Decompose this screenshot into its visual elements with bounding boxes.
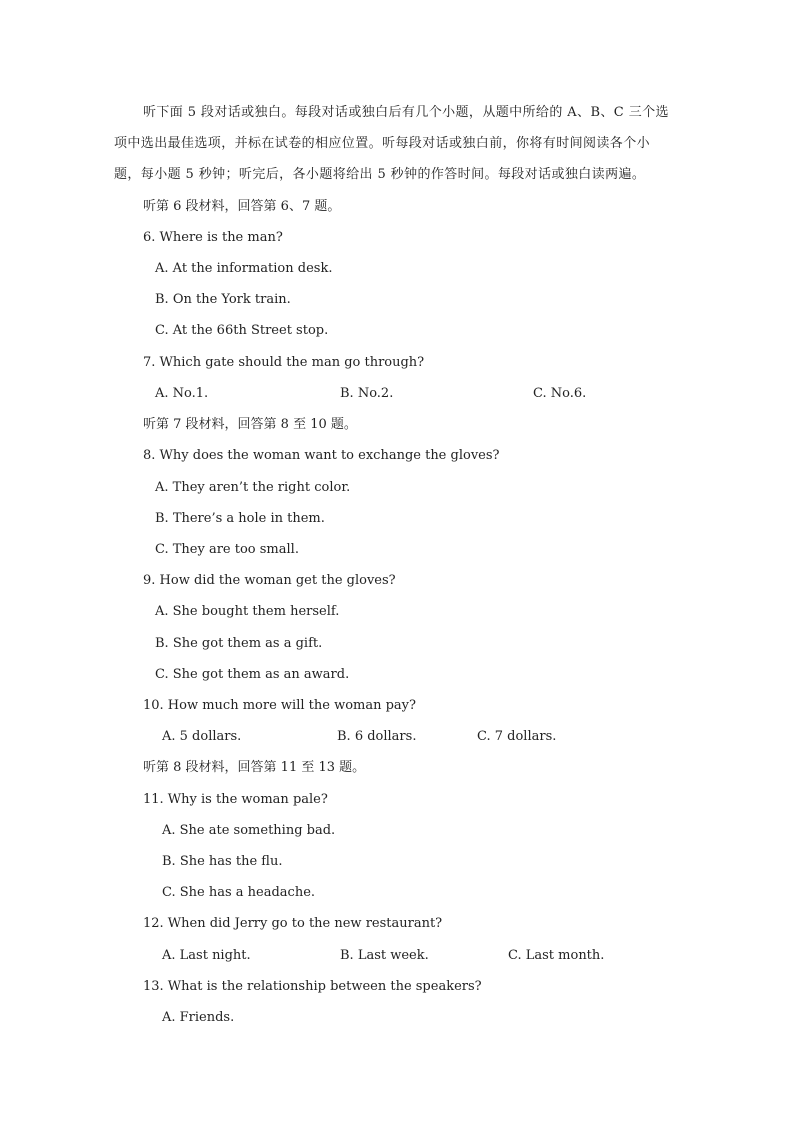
option-c: C. Last month. <box>508 948 605 963</box>
option-b: B. 6 dollars. <box>337 729 417 744</box>
option-a: A. No.1. <box>155 386 209 401</box>
option-b: B. There’s a hole in them. <box>155 511 325 526</box>
question-stem: 8. Why does the woman want to exchange the gloves? <box>143 448 500 463</box>
option-a: A. She bought them herself. <box>155 604 340 619</box>
question-stem: 12. When did Jerry go to the new restaurant? <box>143 916 443 931</box>
option-b: B. She has the flu. <box>162 854 283 869</box>
option-c: C. She got them as an award. <box>155 667 350 682</box>
intro-line-2: 项中选出最佳选项，并标在试卷的相应位置。听每段对话或独白前，你将有时间阅读各个小 <box>114 136 651 151</box>
question-stem: 7. Which gate should the man go through? <box>143 355 425 370</box>
intro-line-3: 题，每小题 5 秒钟；听完后，各小题将给出 5 秒钟的作答时间。每段对话或独白读两遍。 <box>114 167 646 182</box>
option-a: A. 5 dollars. <box>162 729 242 744</box>
section-heading: 听第 8 段材料，回答第 11 至 13 题。 <box>143 760 366 775</box>
option-c: C. They are too small. <box>155 542 299 557</box>
option-c: C. 7 dollars. <box>477 729 557 744</box>
question-stem: 10. How much more will the woman pay? <box>143 698 416 713</box>
option-b: B. No.2. <box>340 386 394 401</box>
question-stem: 6. Where is the man? <box>143 230 283 245</box>
option-c: C. No.6. <box>533 386 587 401</box>
option-b: B. Last week. <box>340 948 429 963</box>
option-a: A. Friends. <box>162 1010 235 1025</box>
option-a: A. She ate something bad. <box>162 823 336 838</box>
option-a: A. Last night. <box>162 948 251 963</box>
option-c: C. At the 66th Street stop. <box>155 323 329 338</box>
section-heading: 听第 7 段材料，回答第 8 至 10 题。 <box>143 417 357 432</box>
question-stem: 9. How did the woman get the gloves? <box>143 573 396 588</box>
option-a: A. At the information desk. <box>155 261 333 276</box>
section-heading: 听第 6 段材料，回答第 6、7 题。 <box>143 199 341 214</box>
option-b: B. On the York train. <box>155 292 291 307</box>
option-b: B. She got them as a gift. <box>155 636 323 651</box>
intro-line-1: 听下面 5 段对话或独白。每段对话或独白后有几个小题，从题中所给的 A、B、C 三个选 <box>143 105 669 120</box>
option-a: A. They aren’t the right color. <box>155 480 351 495</box>
option-c: C. She has a headache. <box>162 885 316 900</box>
question-stem: 11. Why is the woman pale? <box>143 792 328 807</box>
question-stem: 13. What is the relationship between the speakers? <box>143 979 482 994</box>
